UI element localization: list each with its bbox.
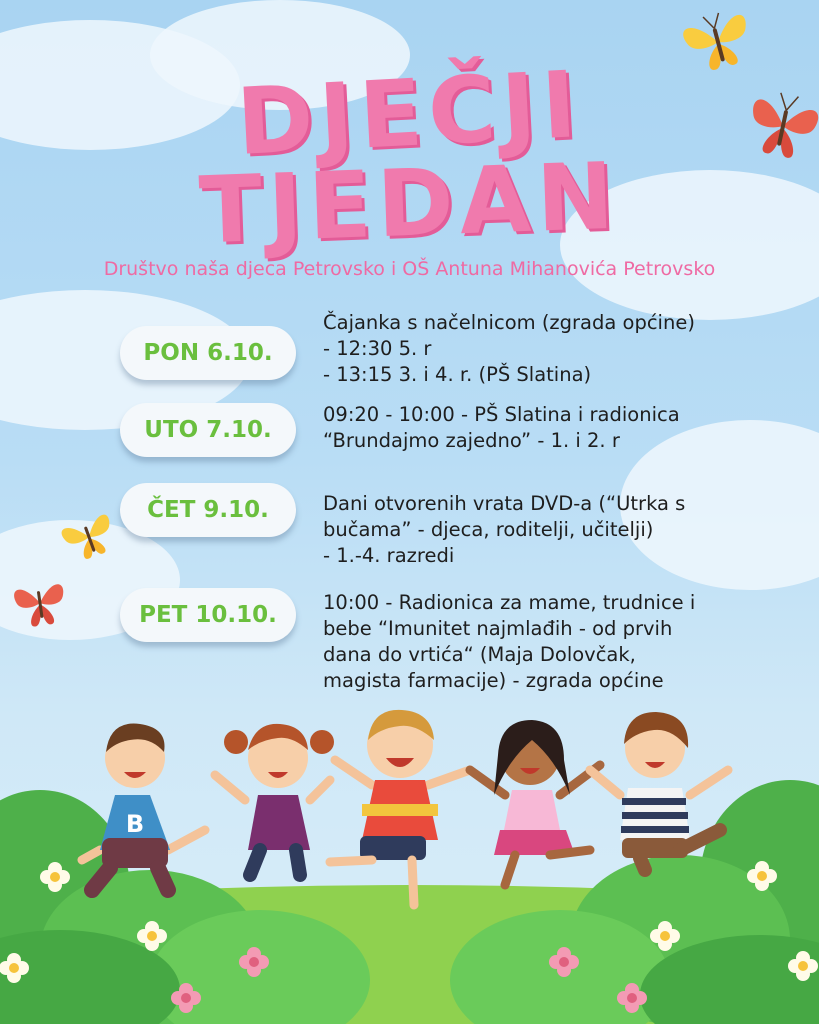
event-text-tue: 09:20 - 10:00 - PŠ Slatina i radionica “Brundajmo zajedno” - 1. i 2. r — [323, 403, 680, 452]
day-pill-mon: PON 6.10. — [120, 326, 296, 380]
day-pill-fri: PET 10.10. — [120, 588, 296, 642]
butterfly-icon — [58, 506, 120, 568]
event-text-mon: Čajanka s načelnicom (zgrada općine) - 12:30 5. r - 13:15 3. i 4. r. (PŠ Slatina) — [323, 311, 695, 386]
butterfly-icon — [10, 570, 70, 636]
event-text-fri: 10:00 - Radionica za mame, trudnice i bebe “Imunitet najmlađih - od prvih dana do vrtića“ (Maja Dolovčak, magista farmacije) - zgrada općine — [323, 591, 696, 692]
butterfly-icon — [744, 82, 819, 170]
title-line-2: TJEDAN — [197, 142, 622, 265]
kids-scene — [0, 700, 819, 1024]
day-pill-tue: UTO 7.10. — [120, 403, 296, 457]
event-text-thu: Dani otvorenih vrata DVD-a (“Utrka s bučama” - djeca, roditelji, učitelji) - 1.-4. razredi — [323, 492, 686, 567]
kid-shirt-letter: B — [125, 810, 145, 838]
child-icon — [470, 720, 600, 885]
butterfly-icon — [678, 4, 758, 80]
subtitle: Društvo naša djeca Petrovsko i OŠ Antuna Mihanovića Petrovsko — [103, 258, 716, 280]
child-icon — [215, 724, 334, 875]
title-line-1: DJEČJI — [234, 51, 585, 176]
child-icon — [330, 710, 470, 905]
day-pill-thu: ČET 9.10. — [120, 483, 296, 537]
